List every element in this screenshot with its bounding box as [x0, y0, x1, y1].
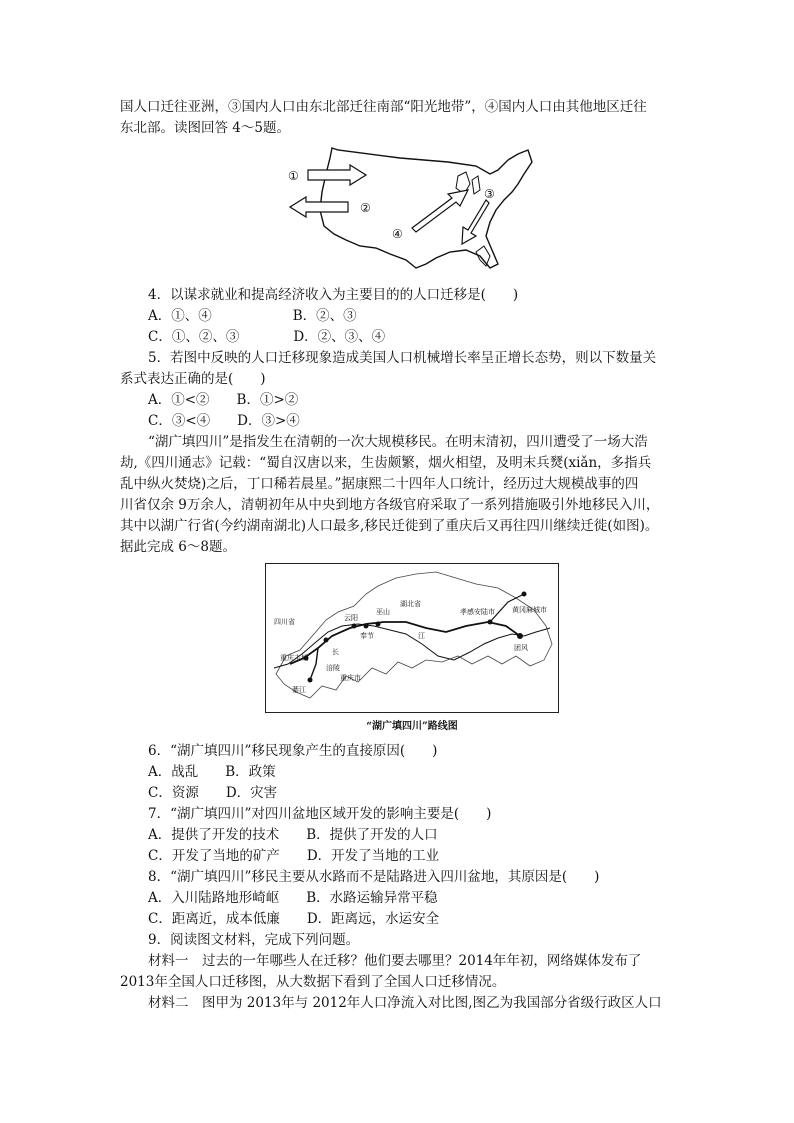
intro-line-1: 国人口迁往亚洲，③国内人口由东北部迁往南部“阳光地带”，④国内人口由其他地区迁往 [120, 99, 647, 115]
q4-options-ab: A．①、④ B．②、③ [148, 308, 357, 324]
passage-line-3: 乱中纵火焚烧)之后，丁口稀若晨星。”据康熙二十四年人口统计，经历过大规模战事的四 [120, 476, 639, 492]
route-map [266, 564, 558, 712]
arrow-4 [412, 190, 468, 232]
passage-line-4: 川省仅余 9万余人，清朝初年从中央到地方各级官府采取了一系列措施吸引外地移民入川， [120, 497, 660, 513]
label-2: ② [360, 201, 371, 215]
passage-line-1: “湖广填四川”是指发生在清朝的一次大规模移民。在明末清初，四川遭受了一场大浩 [148, 434, 648, 450]
arrow-3 [462, 200, 489, 244]
city-dot-xiaogan [488, 620, 493, 625]
q9-material1-line-1: 材料一 过去的一年哪些人在迁移？他们要去哪里？2014年年初，网络媒体发布了 [148, 953, 642, 969]
q5-stem-1: 5．若图中反映的人口迁移现象造成美国人口机械增长率呈正增长态势，则以下数量关 [148, 350, 657, 366]
city-dot-tuanfeng [517, 633, 523, 639]
q5-stem-2: 系式表达正确的是( ) [120, 371, 266, 387]
yangtze-river [274, 624, 550, 668]
q5-options-cd: C．③<④ D．③>④ [148, 413, 300, 429]
label-xiaogan: 孝感安陆市 [460, 608, 495, 616]
label-chongqing-shi: 重庆市 [340, 674, 361, 682]
passage-line-2: 劫,《四川通志》记载：“蜀自汉唐以来，生齿颇繁，烟火相望，及明末兵燹(xiǎn，多指兵 [120, 455, 652, 471]
intro-line-2: 东北部。读图回答 4～5题。 [120, 120, 290, 136]
q6-options-ab: A．战乱 B．政策 [148, 764, 276, 780]
q7-options-ab: A．提供了开发的技术 B．提供了开发的人口 [148, 827, 438, 843]
label-qijiang: 綦江 [292, 686, 306, 694]
q6-options-cd: C．资源 D．灾害 [148, 785, 278, 801]
q4-stem: 4．以谋求就业和提高经济收入为主要目的的人口迁移是( ) [148, 287, 519, 303]
city-dot-wushan [376, 622, 381, 627]
label-tuanfeng: 团风 [514, 644, 528, 652]
city-dot-qijiang [308, 678, 313, 683]
label-4: ④ [392, 227, 403, 241]
passage-line-6: 据此完成 6～8题。 [120, 539, 236, 555]
label-sichuan: 四川省 [274, 618, 295, 626]
label-chang: 长 [332, 648, 339, 656]
q5-options-ab: A．①<② B．①>② [148, 392, 299, 408]
q8-options-cd: C．距离近，成本低廉 D．距离远，水运安全 [148, 911, 440, 927]
city-dot-fengjie [364, 624, 369, 629]
route-map-caption: “湖广填四川”路线图 [366, 721, 458, 732]
city-dot-fuling [324, 638, 329, 643]
florida [476, 246, 490, 266]
label-jiang: 江 [418, 632, 425, 640]
label-chongqing-zhucheng: 重庆主城 [280, 654, 308, 662]
route-map-frame [265, 563, 559, 713]
q6-stem: 6．“湖广填四川”移民现象产生的直接原因( ) [148, 743, 438, 759]
arrow-1 [308, 165, 366, 185]
label-huanggang: 黄冈麻城市 [512, 606, 547, 614]
q7-options-cd: C．开发了当地的矿产 D．开发了当地的工业 [148, 848, 440, 864]
q8-options-ab: A．入川陆路地形崎岖 B．水路运输异常平稳 [148, 890, 438, 906]
arrow-2 [290, 197, 348, 217]
q8-stem: 8．“湖广填四川”移民主要从水路而不是陆路进入四川盆地，其原因是( ) [148, 869, 600, 885]
us-migration-map [280, 140, 540, 275]
label-hubei: 湖北省 [400, 600, 421, 608]
label-1: ① [288, 169, 299, 183]
label-yunyang: 云阳 [344, 614, 358, 622]
q9-material1-line-2: 2013年全国人口迁移图，从大数据下看到了全国人口迁移情况。 [120, 974, 506, 990]
passage-line-5: 其中以湖广行省(今约湖南湖北)人口最多,移民迁徙到了重庆后又再往四川继续迁徙(如图)。 [120, 518, 659, 534]
q4-options-cd: C．①、②、③ D．②、③、④ [148, 329, 386, 345]
label-wushan: 巫山 [376, 608, 390, 616]
label-fengjie: 奉节 [360, 632, 374, 640]
q9-stem: 9．阅读图文材料，完成下列问题。 [148, 932, 360, 948]
province-boundary [276, 572, 552, 698]
city-dot-yunyang [352, 624, 357, 629]
q9-material2-line-1: 材料二 图甲为 2013年与 2012年人口净流入对比图,图乙为我国部分省级行政区人口 [148, 995, 662, 1011]
label-fuling: 涪陵 [326, 664, 340, 672]
label-3: ③ [484, 187, 495, 201]
city-dot-huanggang [522, 592, 527, 597]
q7-stem: 7．“湖广填四川”对四川盆地区域开发的影响主要是( ) [148, 806, 492, 822]
